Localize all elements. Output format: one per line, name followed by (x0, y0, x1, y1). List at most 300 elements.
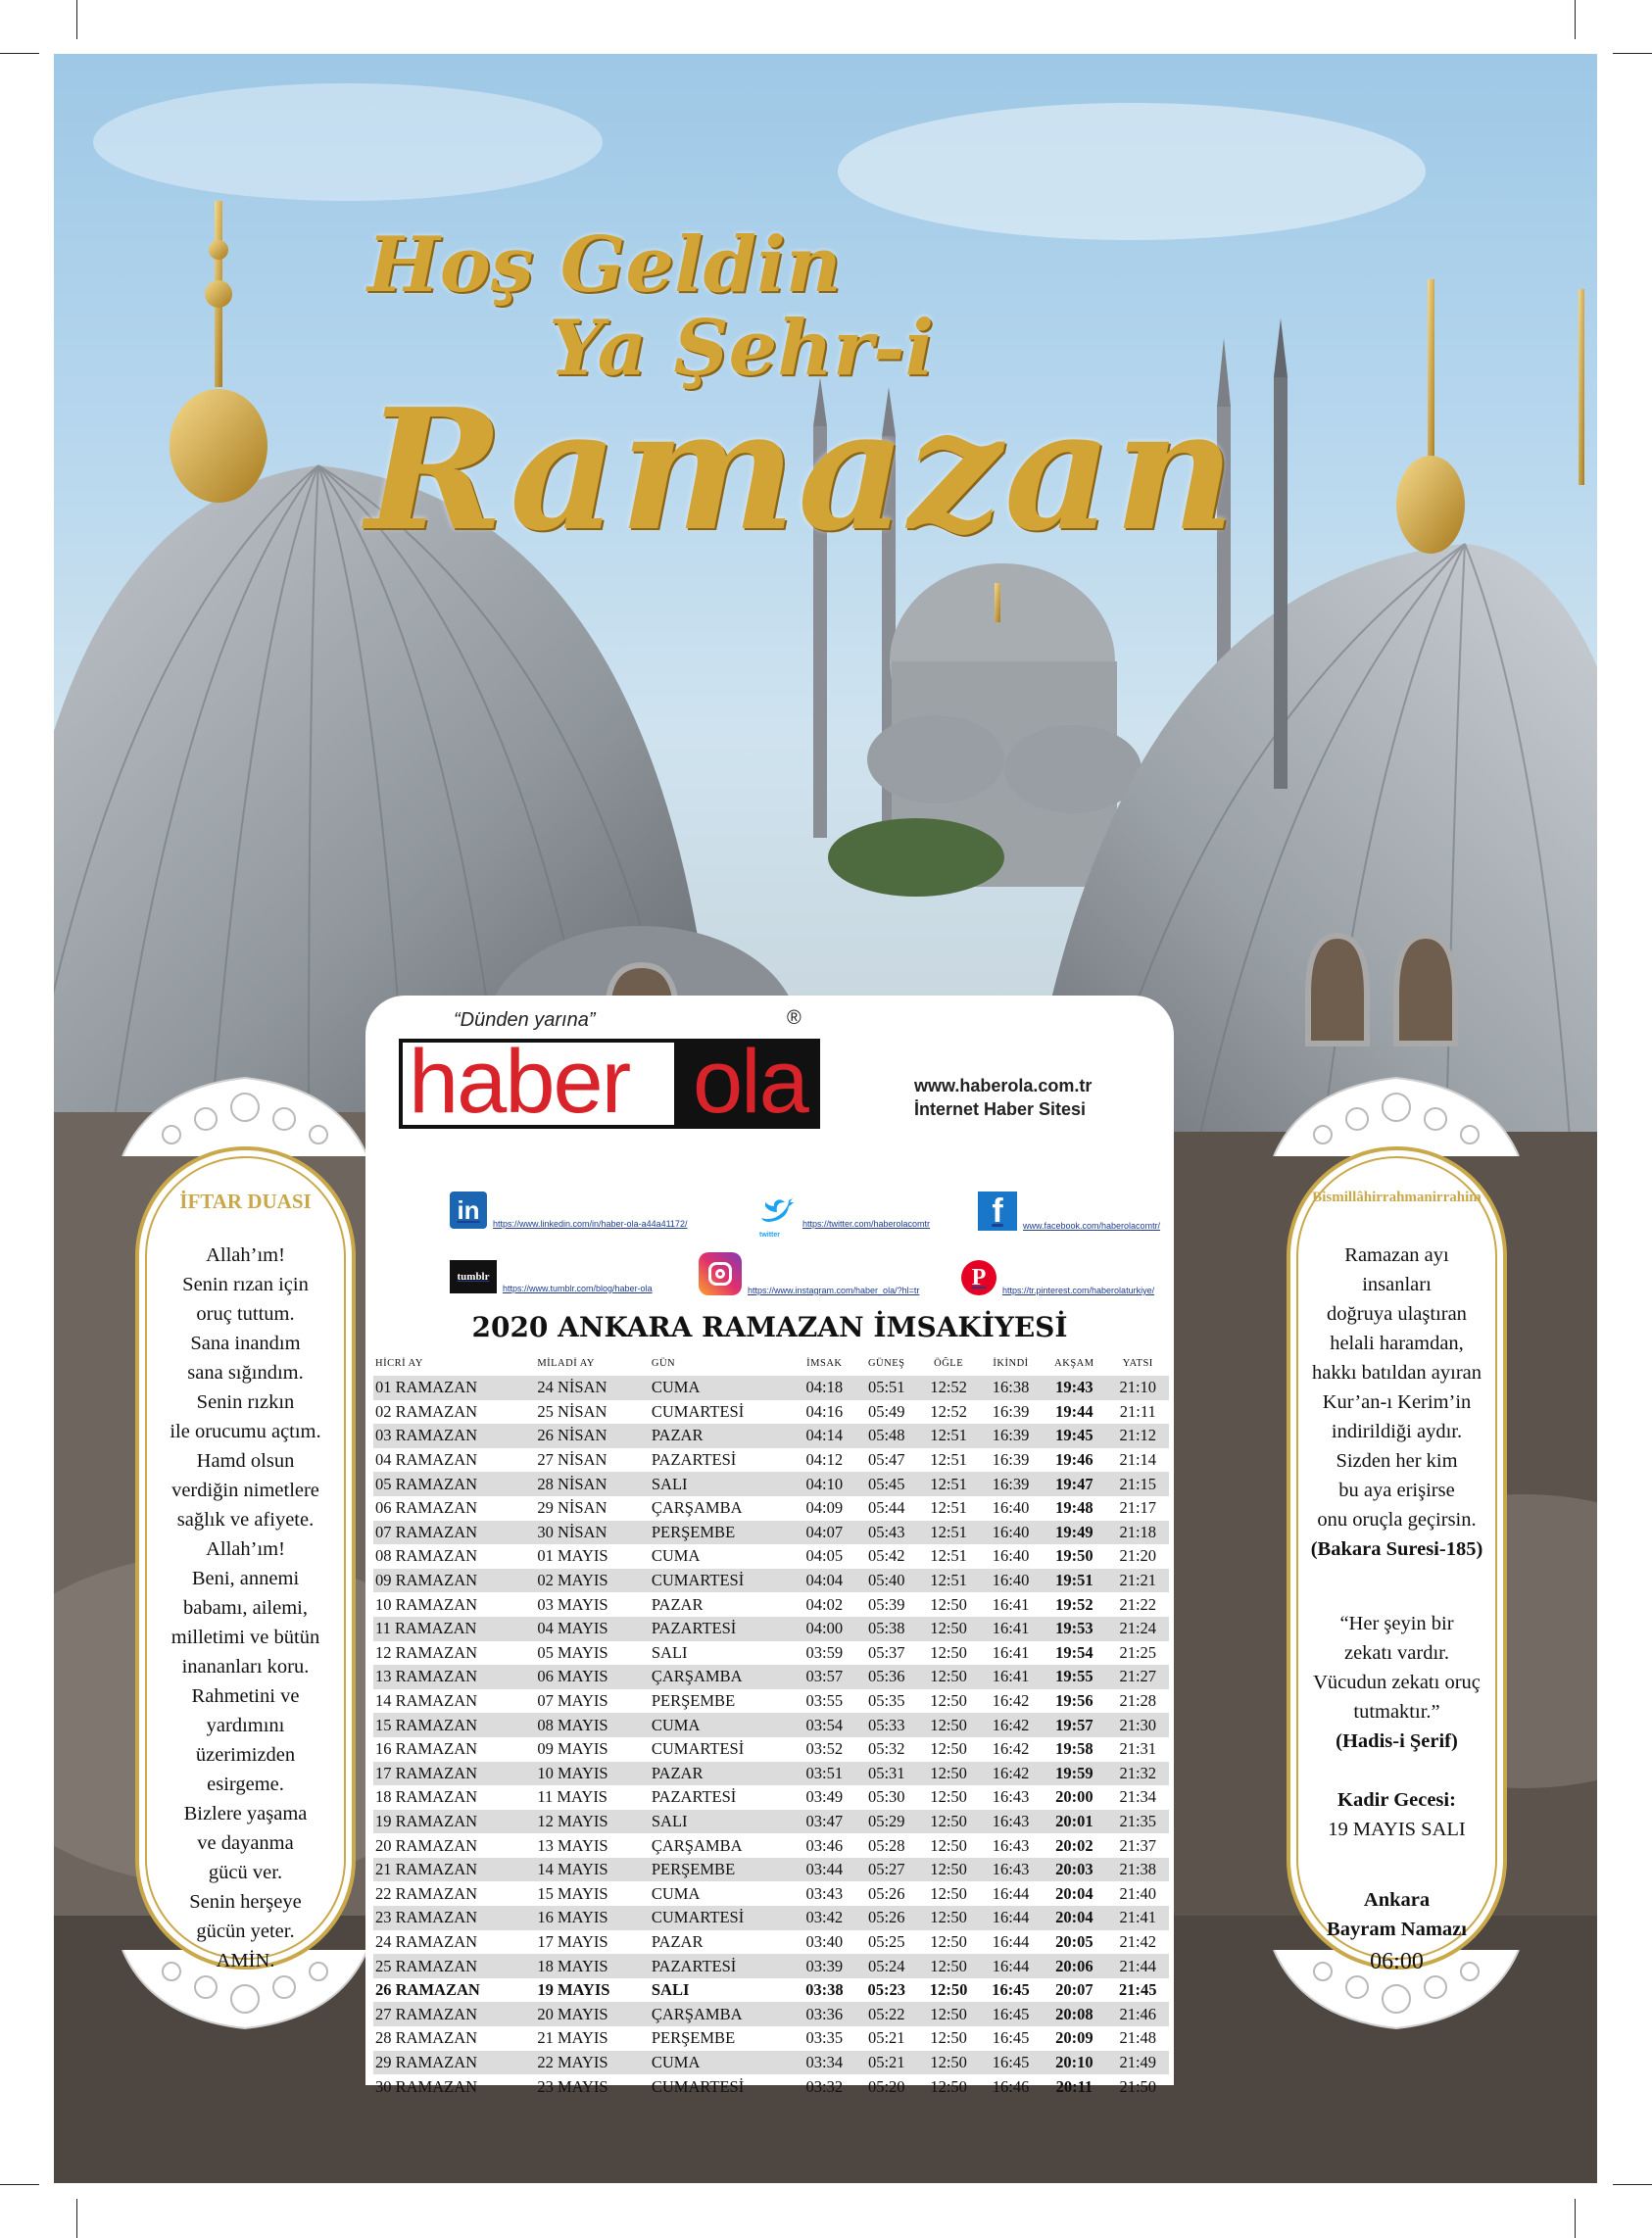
table-cell: 08 RAMAZAN (375, 1546, 478, 1566)
table-row (373, 1810, 1169, 1834)
table-cell: 16:41 (992, 1594, 1030, 1614)
table-cell: 23 RAMAZAN (373, 1906, 535, 1930)
table-cell: 21:42 (1119, 1931, 1157, 1951)
text-line: Senin herşeye (189, 1891, 302, 1913)
table-cell: 12:50 (917, 1858, 979, 1882)
kadir-date: 19 MAYIS SALI (1328, 1819, 1466, 1840)
text-line: verdiğin nimetlere (171, 1480, 319, 1501)
table-cell: 05:45 (855, 1472, 917, 1496)
social-pinterest[interactable] (961, 1260, 1154, 1295)
table-cell: 16:43 (992, 1787, 1030, 1807)
table-cell: 16:42 (980, 1713, 1042, 1737)
instagram-url[interactable]: https://www.instagram.com/haber_ola/?hl=tr (748, 1286, 920, 1295)
table-cell: 12:50 (917, 1954, 979, 1978)
table-row (373, 1424, 1169, 1448)
table-cell: 03:32 (805, 2076, 844, 2096)
table-cell: 07 RAMAZAN (373, 1521, 535, 1545)
table-row (373, 1906, 1169, 1930)
table-cell: 27 NİSAN (537, 1450, 607, 1470)
table-cell: 22 RAMAZAN (375, 1883, 478, 1903)
table-cell: 20:00 (1055, 1787, 1093, 1807)
text-line: üzerimizden (195, 1744, 296, 1766)
table-row (373, 2002, 1169, 2026)
table-cell: CUMA (650, 1376, 794, 1400)
banner-line-3: Ramazan (365, 372, 1238, 568)
table-cell: 12:50 (929, 1980, 968, 2000)
table-row (373, 1858, 1169, 1882)
table-cell: PAZAR (651, 1931, 704, 1951)
table-cell: 12:50 (930, 2028, 967, 2048)
table-cell: 18 RAMAZAN (375, 1787, 478, 1807)
table-cell: 19:46 (1055, 1450, 1093, 1470)
table-cell: 05:26 (855, 1906, 917, 1930)
table-cell: 16:39 (980, 1424, 1042, 1448)
panel-title: İFTAR DUASI (179, 1190, 312, 1213)
table-cell: 19:50 (1055, 1546, 1093, 1566)
table-row (373, 2074, 1169, 2099)
verse-block (1290, 1241, 1503, 1564)
table-row (373, 1665, 1169, 1689)
table-cell: CUMARTESİ (651, 2076, 745, 2096)
table-cell: 17 MAYIS (537, 1931, 608, 1951)
table-cell: 16:42 (992, 1739, 1030, 1759)
table-row (373, 2051, 1169, 2075)
table-cell: 05:24 (855, 1954, 917, 1978)
table-cell: 10 RAMAZAN (375, 1594, 478, 1614)
table-cell: 16:38 (980, 1376, 1042, 1400)
table-cell: 26 RAMAZAN (375, 1980, 480, 2000)
table-row (373, 1376, 1169, 1400)
table-cell: 21:40 (1119, 1883, 1157, 1903)
table-cell: ÇARŞAMBA (651, 1498, 743, 1518)
table-cell: 04:18 (794, 1376, 855, 1400)
table-row (373, 1617, 1169, 1641)
website-link[interactable]: www.haberola.com.tr (914, 1076, 1093, 1095)
table-cell: 21 RAMAZAN (373, 1858, 535, 1882)
imsakiye-card (365, 996, 1174, 2096)
table-cell: 05:23 (867, 1980, 905, 2000)
table-cell: 07 MAYIS (537, 1691, 608, 1711)
logo-word-haber: haber (409, 1032, 630, 1132)
column-header: GÜN (651, 1357, 676, 1369)
crop-mark (1613, 53, 1652, 54)
table-cell: 16:41 (980, 1617, 1042, 1641)
text-line: helali haramdan, (1330, 1333, 1464, 1354)
text-line: Allah’ım! (206, 1538, 285, 1560)
table-cell: 05:32 (867, 1739, 905, 1759)
table-cell: 21:48 (1119, 2028, 1157, 2048)
column-header: MİLADİ AY (537, 1357, 595, 1369)
table-cell: 21:10 (1107, 1376, 1169, 1400)
table-cell: 12:50 (917, 2002, 979, 2026)
table-cell: 04:09 (805, 1498, 844, 1518)
table-cell: 09 MAYIS (537, 1739, 608, 1759)
text-line: inananları koru. (181, 1656, 310, 1678)
text-line: insanları (1362, 1274, 1432, 1295)
iftar-prayer-text (139, 1241, 352, 1975)
text-line: Allah’ım! (206, 1244, 285, 1266)
table-cell: 21:30 (1107, 1713, 1169, 1737)
table-cell: 05:43 (855, 1521, 917, 1545)
table-cell: 03:46 (805, 1835, 844, 1855)
table-cell: 21:14 (1119, 1450, 1157, 1470)
text-line: tutmaktır.” (1353, 1701, 1440, 1723)
text-line: ve dayanma (197, 1832, 294, 1854)
crop-mark (76, 2199, 77, 2238)
table-cell: 03:55 (805, 1691, 844, 1711)
bayram-block (1290, 1885, 1503, 1979)
table-cell: 03:52 (805, 1739, 844, 1759)
table-cell: 03:49 (805, 1787, 844, 1807)
text-line: Bizlere yaşama (183, 1803, 308, 1824)
table-cell: 21:46 (1107, 2002, 1169, 2026)
crop-mark (76, 0, 77, 39)
table-cell: 19:44 (1055, 1401, 1093, 1421)
table-cell: 21:41 (1107, 1906, 1169, 1930)
table-cell: 04 RAMAZAN (375, 1450, 478, 1470)
table-cell: 05 RAMAZAN (373, 1472, 535, 1496)
table-row (373, 1713, 1169, 1737)
table-cell: 20:05 (1055, 1931, 1093, 1951)
table-cell: PERŞEMBE (651, 1691, 736, 1711)
social-linkedin[interactable] (450, 1192, 687, 1229)
bayram-title-2: Bayram Namazı (1327, 1919, 1467, 1940)
table-cell: 06 MAYIS (535, 1665, 650, 1689)
table-cell: 04:00 (794, 1617, 855, 1641)
table-cell: 13 RAMAZAN (373, 1665, 535, 1689)
table-row (373, 1785, 1169, 1810)
table-cell: 03:34 (794, 2051, 855, 2075)
table-cell: 19:51 (1042, 1569, 1106, 1593)
table-cell: 29 RAMAZAN (373, 2051, 535, 2075)
table-cell: 12:50 (930, 1739, 967, 1759)
table-cell: 21:45 (1119, 1980, 1157, 2000)
table-cell: 16:44 (992, 1883, 1030, 1903)
text-line: gücü ver. (208, 1862, 283, 1883)
facebook-url[interactable]: www.facebook.com/haberolacomtr/ (1023, 1221, 1161, 1231)
table-cell: 11 MAYIS (537, 1787, 607, 1807)
table-cell: 21:28 (1119, 1691, 1157, 1711)
table-cell: 12:50 (917, 1617, 979, 1641)
table-cell: 21:25 (1119, 1642, 1157, 1662)
table-title: 2020 ANKARA RAMAZAN İMSAKİYESİ (471, 1311, 1068, 1343)
column-header: GÜNEŞ (867, 1357, 905, 1369)
table-cell: 03:35 (805, 2028, 844, 2048)
table-cell: 05:42 (867, 1546, 905, 1566)
column-header: AKŞAM (1054, 1357, 1094, 1369)
table-row (373, 1592, 1169, 1617)
table-cell: 23 MAYIS (537, 2076, 608, 2096)
table-cell: 21:35 (1107, 1810, 1169, 1834)
table-cell: 21:27 (1107, 1665, 1169, 1689)
table-cell: 05:31 (855, 1762, 917, 1786)
table-cell: CUMARTESİ (650, 1906, 794, 1930)
text-line: milletimi ve bütün (170, 1627, 320, 1648)
table-cell: 19:43 (1042, 1376, 1106, 1400)
social-tumblr[interactable] (450, 1260, 653, 1293)
table-cell: 05:35 (867, 1691, 905, 1711)
twitter-wordmark: twitter (759, 1232, 780, 1239)
table-cell: 25 RAMAZAN (373, 1954, 535, 1978)
table-cell: 03:59 (805, 1642, 844, 1662)
table-cell: 27 RAMAZAN (373, 2002, 535, 2026)
table-cell: 14 RAMAZAN (375, 1691, 478, 1711)
table-cell: 05:37 (867, 1642, 905, 1662)
table-cell: 03:39 (794, 1954, 855, 1978)
text-line: sağlık ve afiyete. (176, 1509, 315, 1531)
imsakiye-table (373, 1350, 1169, 2099)
table-cell: 12:50 (930, 2076, 967, 2096)
table-cell: 16:39 (980, 1472, 1042, 1496)
twitter-icon (757, 1192, 797, 1239)
table-cell: 16:43 (992, 1835, 1030, 1855)
table-cell: 16:39 (992, 1401, 1030, 1421)
table-cell: 05:21 (867, 2028, 905, 2048)
table-cell: 19:54 (1055, 1642, 1093, 1662)
kadir-title: Kadir Gecesi: (1337, 1789, 1456, 1811)
table-cell: 19:56 (1055, 1691, 1093, 1711)
table-cell: 03:38 (805, 1980, 844, 2000)
table-cell: 03:47 (794, 1810, 855, 1834)
table-cell: 19:45 (1042, 1424, 1106, 1448)
table-row (373, 1569, 1169, 1593)
table-cell: 16:44 (980, 1954, 1042, 1978)
tumblr-url[interactable]: https://www.tumblr.com/blog/haber-ola (503, 1284, 653, 1293)
table-cell: 12:51 (930, 1498, 967, 1518)
table-cell: 05:47 (867, 1450, 905, 1470)
social-instagram[interactable] (699, 1252, 919, 1295)
text-line: Ramazan ayı (1344, 1244, 1449, 1266)
text-line: sana sığındım. (187, 1362, 304, 1384)
table-cell: 05:21 (855, 2051, 917, 2075)
twitter-url[interactable]: https://twitter.com/haberolacomtr (802, 1219, 931, 1229)
table-cell: 05:51 (855, 1376, 917, 1400)
table-cell: 04:05 (805, 1546, 844, 1566)
column-header: YATSI (1122, 1357, 1153, 1369)
table-body (373, 1376, 1169, 2099)
bayram-title-1: Ankara (1363, 1889, 1431, 1911)
table-cell: 15 RAMAZAN (373, 1713, 535, 1737)
tumblr-icon: tumblr (450, 1260, 497, 1293)
table-cell: PAZARTESİ (650, 1954, 794, 1978)
text-line: bu aya erişirse (1338, 1480, 1455, 1501)
table-row (373, 1472, 1169, 1496)
table-cell: 20 MAYIS (535, 2002, 650, 2026)
table-cell: PERŞEMBE (651, 2028, 736, 2048)
table-row (373, 1954, 1169, 1978)
text-line: “Her şeyin bir (1339, 1613, 1454, 1634)
table-cell: 16:42 (980, 1762, 1042, 1786)
table-cell: 16 RAMAZAN (375, 1739, 478, 1759)
table-cell: 05 MAYIS (537, 1642, 608, 1662)
table-cell: 03:42 (794, 1906, 855, 1930)
pinterest-url[interactable]: https://tr.pinterest.com/haberolaturkiye/ (1002, 1286, 1155, 1295)
table-cell: 16:42 (992, 1691, 1030, 1711)
text-line: hakkı batıldan ayıran (1311, 1362, 1482, 1384)
site-description: İnternet Haber Sitesi (914, 1099, 1087, 1119)
text-line: babamı, ailemi, (183, 1597, 308, 1619)
table-cell: 12 RAMAZAN (375, 1642, 478, 1662)
crop-mark (1575, 2199, 1576, 2238)
table-cell: 12:50 (930, 1931, 967, 1951)
table-cell: 05:22 (855, 2002, 917, 2026)
table-cell: 02 MAYIS (535, 1569, 650, 1593)
text-line: yardımını (206, 1715, 285, 1736)
table-cell: 16:41 (992, 1642, 1030, 1662)
text-line: esirgeme. (207, 1774, 284, 1795)
table-cell: PAZAR (650, 1762, 794, 1786)
text-line: Beni, annemi (191, 1568, 300, 1589)
table-cell: 21:44 (1107, 1954, 1169, 1978)
table-cell: 20:03 (1042, 1858, 1106, 1882)
table-row (373, 2026, 1169, 2051)
table-cell: 19:58 (1055, 1739, 1093, 1759)
table-cell: 14 MAYIS (535, 1858, 650, 1882)
table-cell: 08 MAYIS (535, 1713, 650, 1737)
table-cell: CUMARTESİ (650, 1569, 794, 1593)
table-cell: 20:04 (1042, 1906, 1106, 1930)
pinterest-icon: P (961, 1260, 996, 1295)
table-cell: 12:51 (917, 1569, 979, 1593)
text-line: ile orucumu açtım. (170, 1421, 321, 1442)
table-cell: 16:45 (980, 2002, 1042, 2026)
table-cell: 21:15 (1107, 1472, 1169, 1496)
table-cell: 03:40 (805, 1931, 844, 1951)
social-twitter[interactable] (757, 1192, 931, 1239)
table-cell: 20:06 (1042, 1954, 1106, 1978)
text-line: AMİN. (216, 1950, 275, 1971)
hadith-lines (1290, 1609, 1503, 1727)
table-cell: 19 MAYIS (537, 1980, 610, 2000)
table-cell: 12:50 (930, 1691, 967, 1711)
table-row (373, 1689, 1169, 1714)
table-cell: 01 RAMAZAN (373, 1376, 535, 1400)
table-row (373, 1930, 1169, 1955)
table-cell: 19:48 (1055, 1498, 1093, 1518)
banner-line-2: Ya Şehr-i (549, 304, 935, 393)
table-row (373, 1496, 1169, 1521)
table-cell: 03:57 (794, 1665, 855, 1689)
table-cell: 21:32 (1107, 1762, 1169, 1786)
table-cell: ÇARŞAMBA (650, 2002, 794, 2026)
table-cell: 16:40 (980, 1569, 1042, 1593)
table-cell: 12:50 (930, 1835, 967, 1855)
table-cell: 18 MAYIS (535, 1954, 650, 1978)
table-cell: PAZARTESİ (651, 1787, 737, 1807)
crop-mark (0, 53, 39, 54)
logo-word-ola: ola (693, 1032, 807, 1132)
table-row (373, 1521, 1169, 1545)
table-cell: 05:38 (855, 1617, 917, 1641)
text-line: Hamd olsun (196, 1450, 295, 1472)
text-line: onu oruçla geçirsin. (1317, 1509, 1477, 1531)
table-cell: 21 MAYIS (537, 2028, 608, 2048)
table-cell: 29 NİSAN (537, 1498, 607, 1518)
text-line: Sizden her kim (1336, 1450, 1458, 1472)
table-cell: 03:43 (805, 1883, 844, 1903)
instagram-icon (699, 1252, 742, 1295)
table-cell: 09 RAMAZAN (373, 1569, 535, 1593)
table-cell: 17 RAMAZAN (373, 1762, 535, 1786)
table-row (373, 1400, 1169, 1425)
table-cell: 05:27 (855, 1858, 917, 1882)
hadith-block (1290, 1609, 1503, 1756)
table-cell: 21:31 (1119, 1739, 1157, 1759)
brand-slogan: “Dünden yarına” (454, 1009, 596, 1031)
table-cell: 02 RAMAZAN (375, 1401, 478, 1421)
table-cell: 04:14 (794, 1424, 855, 1448)
text-line: gücün yeter. (196, 1921, 295, 1942)
table-cell: 30 NİSAN (535, 1521, 650, 1545)
haberola-logo[interactable] (399, 1032, 820, 1132)
table-cell: SALI (651, 1642, 688, 1662)
table-cell: 20:07 (1055, 1980, 1093, 2000)
table-cell: 16 MAYIS (535, 1906, 650, 1930)
table-cell: 19:47 (1042, 1472, 1106, 1496)
table-cell: 03 MAYIS (537, 1594, 608, 1614)
table-cell: 19:55 (1042, 1665, 1106, 1689)
table-cell: 06 RAMAZAN (375, 1498, 478, 1518)
table-cell: 20:10 (1042, 2051, 1106, 2075)
table-cell: ÇARŞAMBA (651, 1835, 743, 1855)
panel-title: Bismillâhirrahmanirrahim (1312, 1190, 1482, 1205)
table-cell: 12:50 (917, 2051, 979, 2075)
crop-mark (1613, 2184, 1652, 2185)
column-header: HİCRİ AY (375, 1357, 423, 1369)
text-line: indirildiği aydır. (1331, 1421, 1463, 1442)
table-cell: 12:50 (917, 1810, 979, 1834)
table-cell: SALI (651, 1980, 690, 2000)
crop-mark (1575, 0, 1576, 39)
table-cell: 21:49 (1107, 2051, 1169, 2075)
column-header: ÖĞLE (934, 1357, 964, 1369)
table-cell: 19 RAMAZAN (373, 1810, 535, 1834)
table-cell: PAZARTESİ (650, 1617, 794, 1641)
table-cell: PAZARTESİ (651, 1450, 737, 1470)
text-line: doğruya ulaştıran (1327, 1303, 1467, 1325)
table-cell: 28 RAMAZAN (375, 2028, 478, 2048)
table-cell: 16:45 (992, 2028, 1030, 2048)
table-cell: 16:46 (992, 2076, 1030, 2096)
text-line: Senin rızan için (182, 1274, 309, 1295)
table-cell: 03:36 (794, 2002, 855, 2026)
text-line: Kur’an-ı Kerim’in (1322, 1391, 1472, 1413)
table-cell: 12:50 (917, 1906, 979, 1930)
table-cell: 30 RAMAZAN (375, 2076, 478, 2096)
table-cell: 21:17 (1119, 1498, 1157, 1518)
table-cell: 12:50 (917, 1665, 979, 1689)
social-facebook[interactable] (978, 1192, 1160, 1231)
table-cell: 19:59 (1042, 1762, 1106, 1786)
table-cell: 13 MAYIS (537, 1835, 608, 1855)
table-cell: 21:24 (1107, 1617, 1169, 1641)
table-cell: 10 MAYIS (535, 1762, 650, 1786)
table-row (373, 1881, 1169, 1906)
column-header: İMSAK (806, 1357, 843, 1369)
table-cell: 12:52 (930, 1401, 967, 1421)
banner-line-1: Hoş Geldin (367, 220, 842, 310)
table-cell: 04:07 (794, 1521, 855, 1545)
linkedin-url[interactable]: https://www.linkedin.com/in/haber-ola-a44a41172/ (493, 1219, 688, 1229)
table-cell: 03:51 (794, 1762, 855, 1786)
table-cell: 22 MAYIS (535, 2051, 650, 2075)
ramadan-info-panel (1287, 1146, 1507, 1974)
table-cell: 05:26 (867, 1883, 905, 1903)
table-cell: 15 MAYIS (537, 1883, 608, 1903)
lace-ornament-top-right (1264, 1068, 1529, 1156)
text-line: Vücudun zekatı oruç (1313, 1672, 1481, 1693)
table-cell: 01 MAYIS (537, 1546, 608, 1566)
